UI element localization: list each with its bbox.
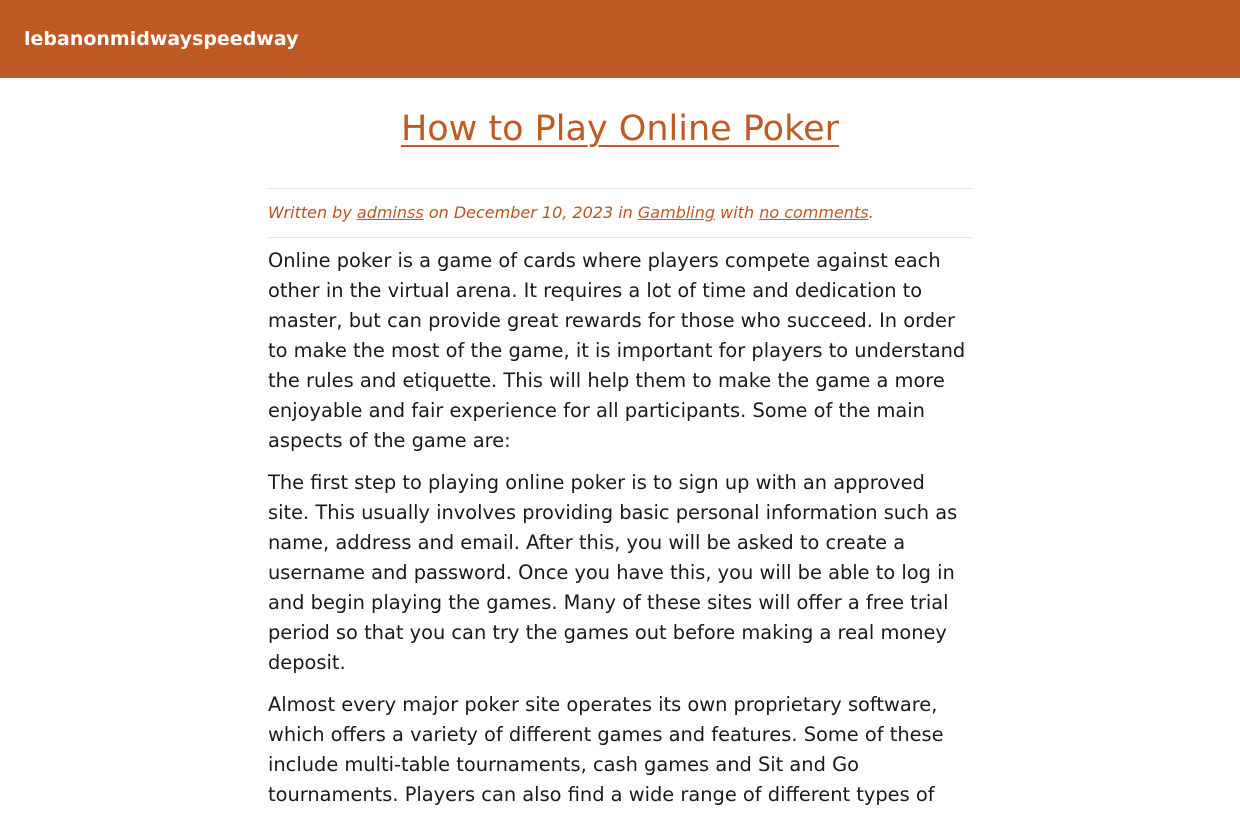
post-meta: [268, 188, 972, 238]
post-title-link[interactable]: How to Play Online Poker: [400, 109, 840, 149]
category-link[interactable]: Gambling: [637, 203, 716, 222]
paragraph-3: Almost every major poker site operates its own proprietary software, which offers a variety of different games and features. Some of these include multi-table tournaments, cash games and Sit and Go tournaments. Players can also find a wide range of different types of: [268, 693, 944, 806]
meta-date: on December 10, 2023 in: [428, 203, 633, 222]
site-title-link[interactable]: lebanonmidwayspeedway: [24, 28, 299, 50]
site-header: [0, 0, 1240, 78]
comments-link[interactable]: no comments: [759, 203, 869, 222]
post-body: [268, 238, 972, 810]
paragraph-1: Online poker is a game of cards where players compete against each other in the virtual arena. It requires a lot of time and dedication to master, but can provide great rewards for those who succeed. In order to make the most of the game, it is important for players to understand the rules and etiquette. This will help them to make the game a more enjoyable and fair experience for all participants. Some of the main aspects of the game are:: [268, 249, 966, 452]
paragraph-2: The first step to playing online poker is to sign up with an approved site. This usually involves providing basic personal information such as name, address and email. After this, you will be asked to create a username and password. Once you have this, you will be able to log in and begin playing the games. Many of these sites will offer a free trial period so that you can try the games out before making a real money deposit.: [268, 471, 958, 674]
meta-written-by: Written by: [268, 203, 352, 222]
author-link[interactable]: adminss: [356, 203, 424, 222]
post-title: [268, 78, 972, 150]
meta-with: with: [720, 203, 755, 222]
article: [268, 78, 972, 822]
meta-end-punct: .: [868, 203, 874, 222]
